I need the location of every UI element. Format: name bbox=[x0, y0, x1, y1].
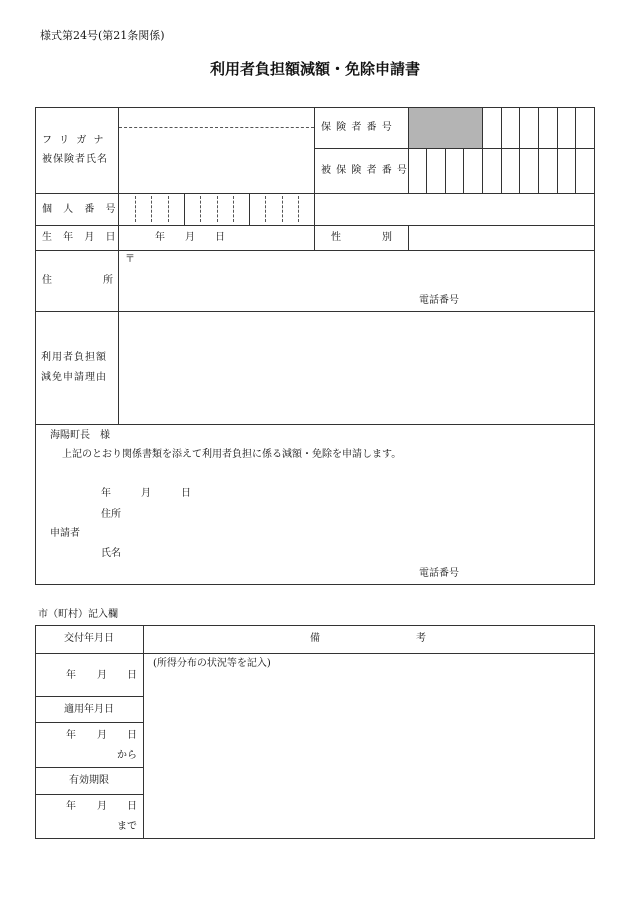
form-number: 様式第24号(第21条関係) bbox=[40, 29, 165, 42]
valid-year: 年 bbox=[66, 801, 76, 812]
address-label-1: 住 bbox=[42, 275, 52, 286]
furigana-label: フ リ ガ ナ bbox=[42, 135, 106, 146]
valid-date-field[interactable] bbox=[36, 795, 142, 837]
furigana-field[interactable] bbox=[120, 108, 313, 126]
remarks-note: (所得分布の状況等を記入) bbox=[153, 658, 271, 669]
declaration-date-field[interactable] bbox=[85, 485, 215, 503]
form-title: 利用者負担額減額・免除申請書 bbox=[209, 60, 420, 78]
declaration-name-field[interactable] bbox=[130, 545, 430, 563]
apply-day: 日 bbox=[127, 730, 137, 741]
insured-number-label: 被 保 険 者 番 号 bbox=[321, 165, 408, 176]
birthdate-year: 年 bbox=[155, 232, 165, 243]
reason-label-line1: 利用者負担額 bbox=[41, 352, 107, 363]
apply-date-field[interactable] bbox=[36, 723, 142, 766]
insurer-number-label: 保 険 者 番 号 bbox=[321, 122, 393, 133]
reason-field[interactable] bbox=[120, 312, 594, 424]
birthdate-day: 日 bbox=[215, 232, 225, 243]
insured-name-label: 被保険者氏名 bbox=[42, 154, 108, 165]
declaration-phone-label: 電話番号 bbox=[419, 568, 459, 579]
valid-label: 有効期限 bbox=[69, 775, 109, 786]
apply-year: 年 bbox=[66, 730, 76, 741]
issue-date-label: 交付年月日 bbox=[64, 633, 114, 644]
valid-month: 月 bbox=[97, 801, 107, 812]
sex-label-2: 別 bbox=[382, 232, 392, 243]
from-label: から bbox=[117, 750, 137, 761]
insured-name-field[interactable] bbox=[120, 129, 313, 192]
declaration-name-label: 氏名 bbox=[101, 548, 121, 559]
remarks-label-1: 備 bbox=[310, 633, 320, 644]
declaration-address-field[interactable] bbox=[130, 506, 430, 524]
insurer-number-field[interactable] bbox=[483, 108, 594, 148]
declaration-statement: 上記のとおり関係書類を添えて利用者負担に係る減額・免除を申請します。 bbox=[62, 449, 402, 460]
issue-month: 月 bbox=[97, 670, 107, 681]
reason-label-line2: 減免申請理由 bbox=[41, 372, 107, 383]
address-phone-label: 電話番号 bbox=[419, 295, 459, 306]
postal-mark: 〒 bbox=[125, 254, 135, 265]
sex-label-1: 性 bbox=[331, 232, 341, 243]
declaration-month: 月 bbox=[141, 488, 151, 499]
address-field[interactable] bbox=[135, 251, 594, 291]
issue-year: 年 bbox=[66, 670, 76, 681]
apply-month: 月 bbox=[97, 730, 107, 741]
declaration-year: 年 bbox=[101, 488, 111, 499]
applicant-label: 申請者 bbox=[50, 528, 80, 539]
address-phone-field[interactable] bbox=[470, 292, 594, 310]
personal-number-label: 個 人 番 号 bbox=[42, 204, 120, 215]
remarks-label-2: 考 bbox=[416, 633, 426, 644]
declaration-day: 日 bbox=[181, 488, 191, 499]
declaration-phone-field[interactable] bbox=[470, 565, 594, 583]
remarks-field[interactable] bbox=[144, 674, 594, 837]
apply-date-label: 適用年月日 bbox=[64, 704, 114, 715]
valid-day: 日 bbox=[127, 801, 137, 812]
insured-number-field[interactable] bbox=[409, 149, 594, 193]
declaration-address-label: 住所 bbox=[101, 509, 121, 520]
insurer-number-shaded-cells bbox=[409, 108, 482, 148]
sex-field[interactable] bbox=[409, 226, 594, 250]
birthdate-field[interactable] bbox=[120, 226, 313, 250]
address-label-2: 所 bbox=[103, 275, 113, 286]
issue-day: 日 bbox=[127, 670, 137, 681]
birthdate-month: 月 bbox=[185, 232, 195, 243]
issue-date-field[interactable] bbox=[36, 654, 142, 695]
birthdate-label: 生 年 月 日 bbox=[42, 232, 120, 243]
addressee: 海陽町長 様 bbox=[50, 430, 110, 441]
until-label: まで bbox=[117, 821, 137, 832]
office-section-caption: 市（町村）記入欄 bbox=[38, 609, 118, 620]
personal-number-field[interactable] bbox=[120, 194, 313, 225]
